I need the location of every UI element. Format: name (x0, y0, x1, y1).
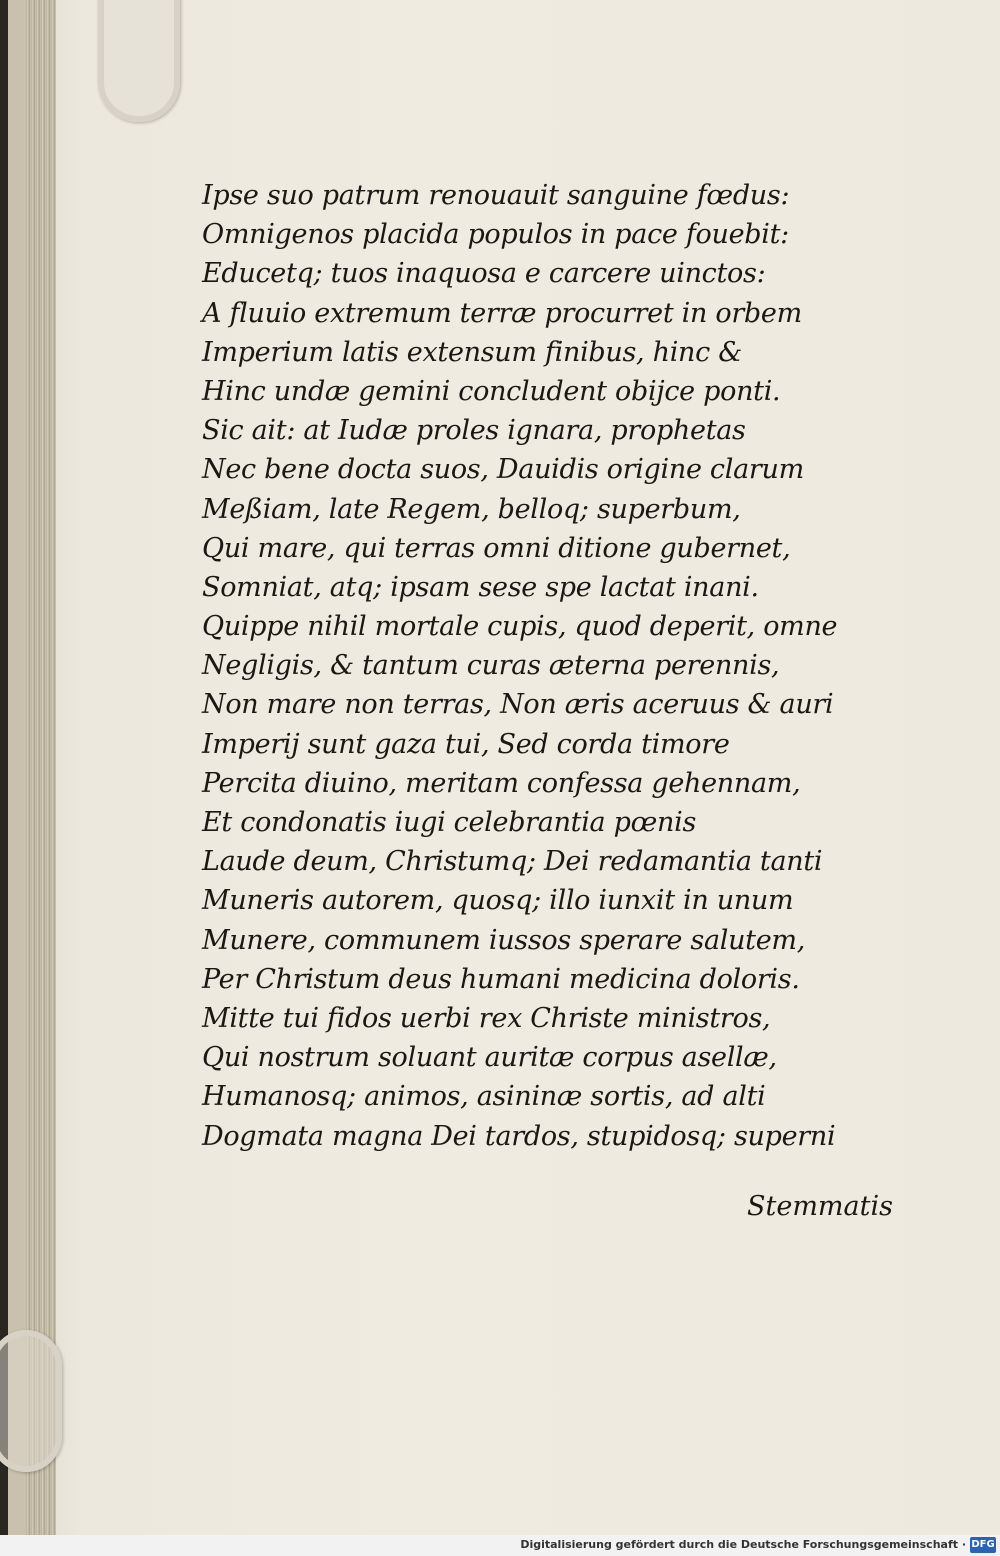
verse-line: Hinc undæ gemini concludent obijce ponti. (202, 375, 781, 407)
verse-line: Meßiam, late Regem, belloq; superbum, (202, 493, 741, 525)
verse-line: Percita diuino, meritam confessa gehennam, (202, 767, 801, 799)
verse-line: Muneris autorem, quosq; illo iunxit in unum (202, 885, 794, 917)
verse-line: Munere, communem iussos sperare salutem, (202, 924, 805, 956)
verse-text (202, 176, 838, 1156)
verse-line: Non mare non terras, Non æris aceruus & auri (202, 689, 834, 721)
verse-line: Omnigenos placida populos in pace fouebit: (202, 219, 789, 251)
verse-line: A fluuio extremum terræ procurret in orbem (202, 297, 802, 329)
verse-line: Sic ait: at Iudæ proles ignara, prophetas (202, 415, 746, 447)
verse-line: Somniat, atq; ipsam sese spe lactat inani. (202, 571, 759, 603)
paper-clip-top (98, 0, 180, 122)
verse-line: Ipse suo patrum renouauit sanguine fœdus: (202, 180, 790, 211)
verse-line: Imperium latis extensum finibus, hinc & (202, 336, 742, 368)
dfg-logo: DFG (970, 1537, 996, 1553)
verse-line: Nec bene docta suos, Dauidis origine clarum (202, 454, 804, 486)
verse-line: Laude deum, Christumq; Dei redamantia tanti (202, 846, 823, 878)
verse-line: Educetq; tuos inaquosa e carcere uinctos: (202, 258, 766, 290)
verse-line: Qui mare, qui terras omni ditione gubernet, (202, 532, 791, 564)
verse-line: Humanosq; animos, asininæ sortis, ad alti (202, 1081, 766, 1113)
verse-line: Et condonatis iugi celebrantia pœnis (202, 807, 697, 838)
verse-line: Dogmata magna Dei tardos, stupidosq; superni (202, 1120, 836, 1152)
verse-line: Qui nostrum soluant auritæ corpus asellæ, (202, 1042, 777, 1074)
page-edge-stack (26, 0, 56, 1535)
paper-clip-bottom (0, 1330, 62, 1472)
verse-line: Per Christum deus humani medicina doloris. (202, 963, 800, 995)
verse-line: Quippe nihil mortale cupis, quod deperit, omne (202, 611, 838, 643)
funding-credit: Digitalisierung gefördert durch die Deutsche Forschungsgemeinschaft · (520, 1538, 966, 1551)
verse-line: Imperij sunt gaza tui, Sed corda timore (202, 728, 730, 760)
verse-line: Mitte tui fidos uerbi rex Christe ministros, (202, 1002, 771, 1034)
catchword: Stemmatis (747, 1191, 893, 1222)
footer-bar (0, 1535, 1000, 1556)
verse-line: Negligis, & tantum curas æterna perennis, (202, 650, 780, 682)
